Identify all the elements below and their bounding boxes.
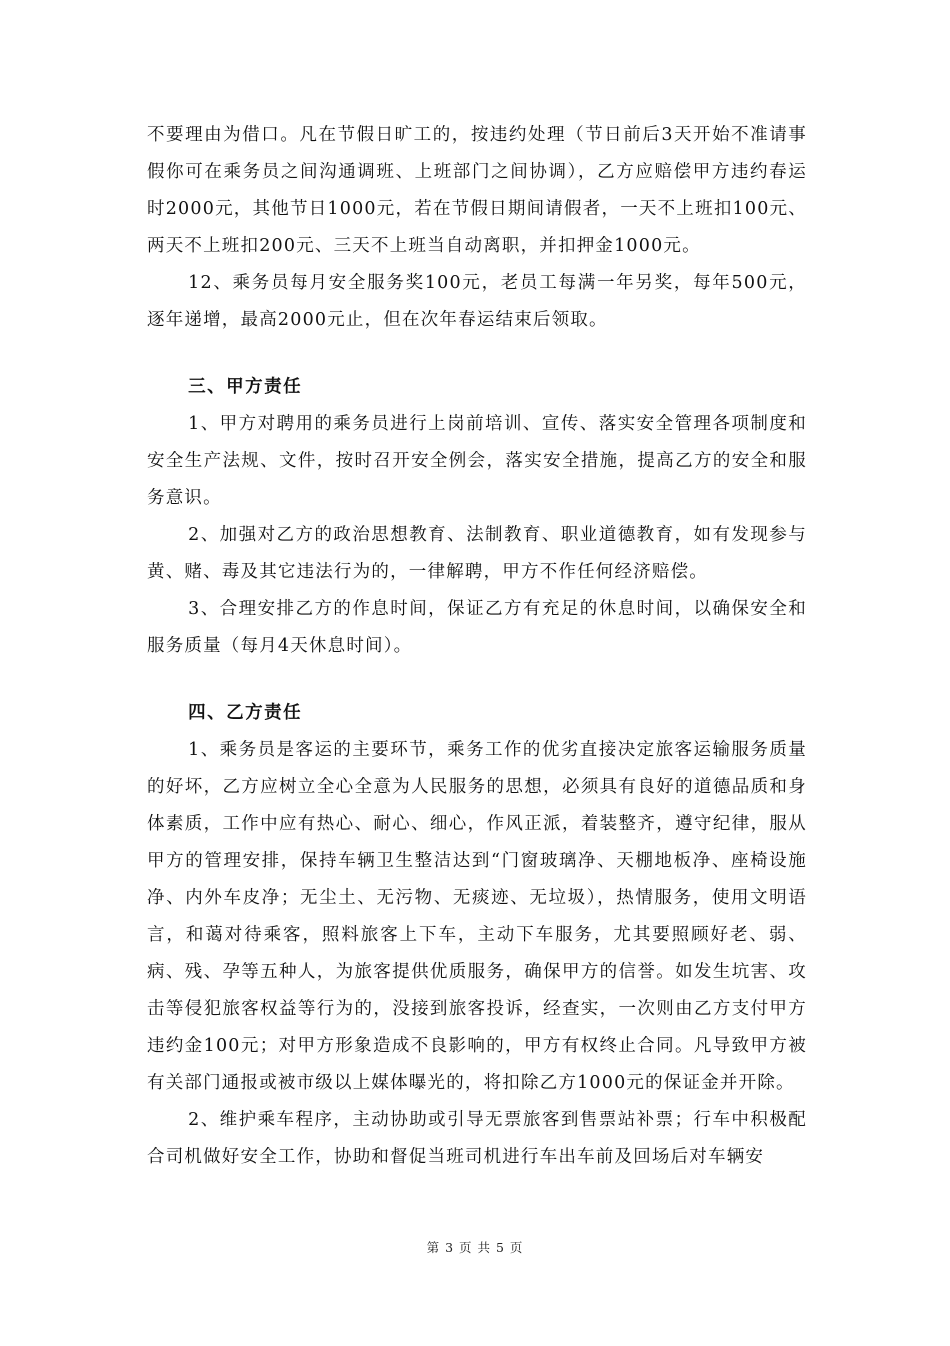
section3-item-2: 2、加强对乙方的政治思想教育、法制教育、职业道德教育，如有发现参与黄、赌、毒及其它违法行为的，一律解聘，甲方不作任何经济赔偿。 <box>147 525 807 582</box>
section4-item-1: 1、乘务员是客运的主要环节，乘务工作的优劣直接决定旅客运输服务质量的好坏，乙方应树立全心全意为人民服务的思想，必须具有良好的道德品质和身体素质，工作中应有热心、耐心、细心，作风正派，着装整齐，遵守纪律，服从甲方的管理安排，保持车辆卫生整洁达到“门窗玻璃净、天棚地板净、座椅设施净、内外车皮净；无尘土、无污物、无痰迹、无垃圾），热情服务，使用文明语言，和蔼对待乘客，照料旅客上下车，主动下车服务，尤其要照顾好老、弱、病、残、孕等五种人，为旅客提供优质服务，确保甲方的信誉。如发生坑害、攻击等侵犯旅客权益等行为的，没接到旅客投诉，经查实，一次则由乙方支付甲方违约金100元；对甲方形象造成不良影响的，甲方有权终止合同。凡导致甲方被有关部门通报或被市级以上媒体曝光的，将扣除乙方1000元的保证金并开除。 <box>147 740 807 1093</box>
paragraph-item-12: 12、乘务员每月安全服务奖100元，老员工每满一年另奖，每年500元，逐年递增，最高2000元止，但在次年春运结束后领取。 <box>147 273 807 330</box>
section3-item-1: 1、甲方对聘用的乘务员进行上岗前培训、宣传、落实安全管理各项制度和安全生产法规、文件，按时召开安全例会，落实安全措施，提高乙方的安全和服务意识。 <box>147 414 807 508</box>
section-heading-party-a: 三、甲方责任 <box>188 377 303 397</box>
paragraph-continued: 不要理由为借口。凡在节假日旷工的，按违约处理（节日前后3天开始不准请事假你可在乘务员之间沟通调班、上班部门之间协调），乙方应赔偿甲方违约春运时2000元，其他节日1000元，若在节假日期间请假者，一天不上班扣100元、两天不上班扣200元、三天不上班当自动离职，并扣押金1000元。 <box>147 125 807 256</box>
section-heading-party-b: 四、乙方责任 <box>188 703 303 723</box>
page-number-footer: 第 3 页 共 5 页 <box>426 1240 524 1255</box>
section4-item-2: 2、维护乘车程序，主动协助或引导无票旅客到售票站补票；行车中积极配合司机做好安全工作，协助和督促当班司机进行车出车前及回场后对车辆安 <box>147 1110 807 1167</box>
section3-item-3: 3、合理安排乙方的作息时间，保证乙方有充足的休息时间，以确保安全和服务质量（每月4天休息时间）。 <box>147 599 807 656</box>
section-spacer <box>147 339 807 369</box>
document-body <box>147 117 807 1176</box>
section-spacer <box>147 665 807 695</box>
